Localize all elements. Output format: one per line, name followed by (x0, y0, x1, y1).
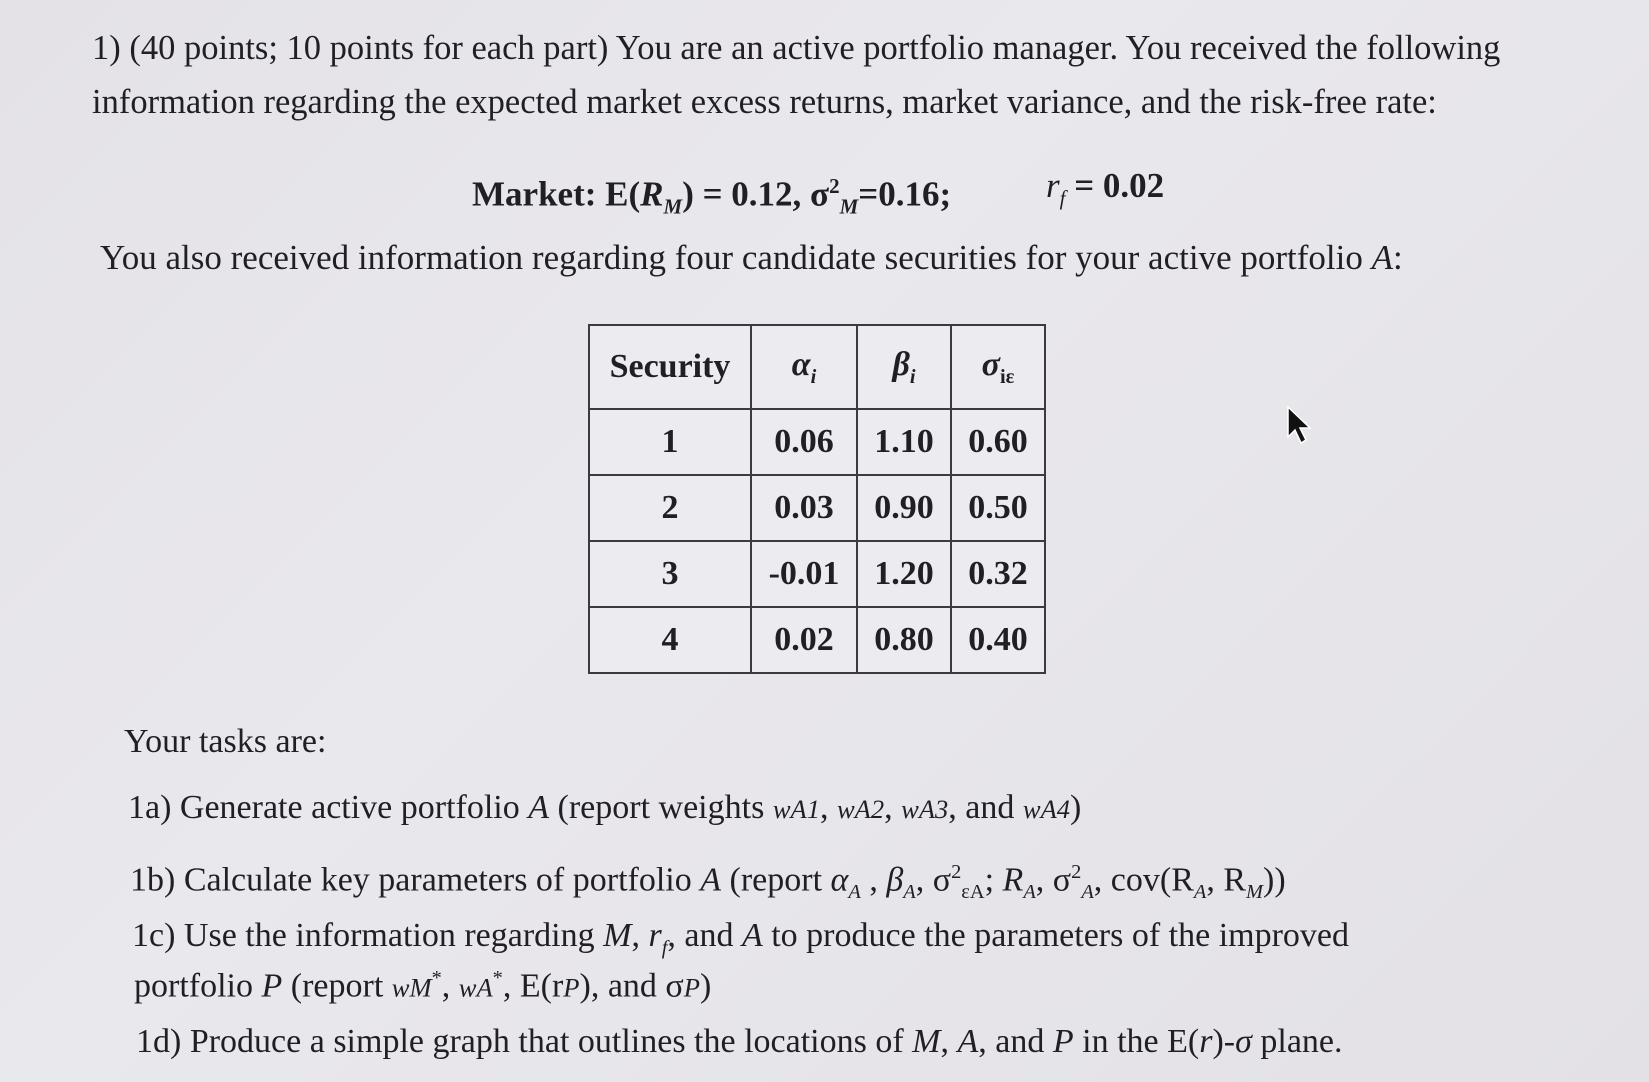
cell-security: 2 (589, 475, 751, 541)
table-row (589, 475, 1045, 541)
header-sigma: $\sigma_{i\varepsilon}$ (951, 325, 1045, 409)
table-row (589, 607, 1045, 673)
task-1c-line-1: 1c) Use the information regarding M, $r_f$, and A to produce the parameters of the improved (132, 917, 1350, 959)
task-1a: 1a) Generate active portfolio A (report weights wA1, wA2, wA3, and wA4) (128, 789, 1082, 826)
cell-security: 4 (589, 607, 751, 673)
securities-table (588, 324, 1046, 674)
header-security: Security (589, 325, 751, 409)
question-line-1: 1) (40 points; 10 points for each part) You are an active portfolio manager. You received the following (92, 29, 1501, 67)
mouse-pointer-icon (1282, 405, 1318, 445)
intro-line: You also received information regarding four candidate securities for your active portfolio A: (100, 238, 1403, 277)
market-line: Market: $E(R_M) = 0.12$, $\sigma^2_M=0.16$; (472, 174, 952, 219)
cell-alpha: 0.02 (751, 607, 857, 673)
cell-beta: 0.90 (857, 475, 951, 541)
task-1c-line-2: portfolio P (report wM*, wA*, E(rP), and σP) (134, 967, 712, 1005)
task-1b: 1b) Calculate key parameters of portfolio A (report $\alpha_A$ , $\beta_A$, $\sigma^2_{\varepsilon A}$; $R_A$, $\sigma^2_A$, $cov(R_A$, $R_M$)) (130, 861, 1286, 904)
cell-beta: 0.80 (857, 607, 951, 673)
cell-security: 1 (589, 409, 751, 475)
cell-sigma: 0.32 (951, 541, 1045, 607)
cell-beta: 1.20 (857, 541, 951, 607)
cell-alpha: 0.06 (751, 409, 857, 475)
cell-alpha: 0.03 (751, 475, 857, 541)
table-row (589, 541, 1045, 607)
tasks-heading: Your tasks are: (124, 723, 327, 760)
task-1d: 1d) Produce a simple graph that outlines the locations of M, A, and P in the E(r)-σ plane. (136, 1023, 1343, 1060)
cell-alpha: -0.01 (751, 541, 857, 607)
cell-sigma: 0.40 (951, 607, 1045, 673)
header-alpha: $\alpha_i$ (751, 325, 857, 409)
cell-sigma: 0.50 (951, 475, 1045, 541)
table-row (589, 409, 1045, 475)
header-beta: $\beta_i$ (857, 325, 951, 409)
risk-free-rate: $r_f = 0.02$ (1046, 166, 1165, 210)
cell-security: 3 (589, 541, 751, 607)
cell-sigma: 0.60 (951, 409, 1045, 475)
question-line-2: information regarding the expected market excess returns, market variance, and the risk-free rate: (92, 83, 1437, 121)
table-header-row (589, 325, 1045, 409)
cell-beta: 1.10 (857, 409, 951, 475)
